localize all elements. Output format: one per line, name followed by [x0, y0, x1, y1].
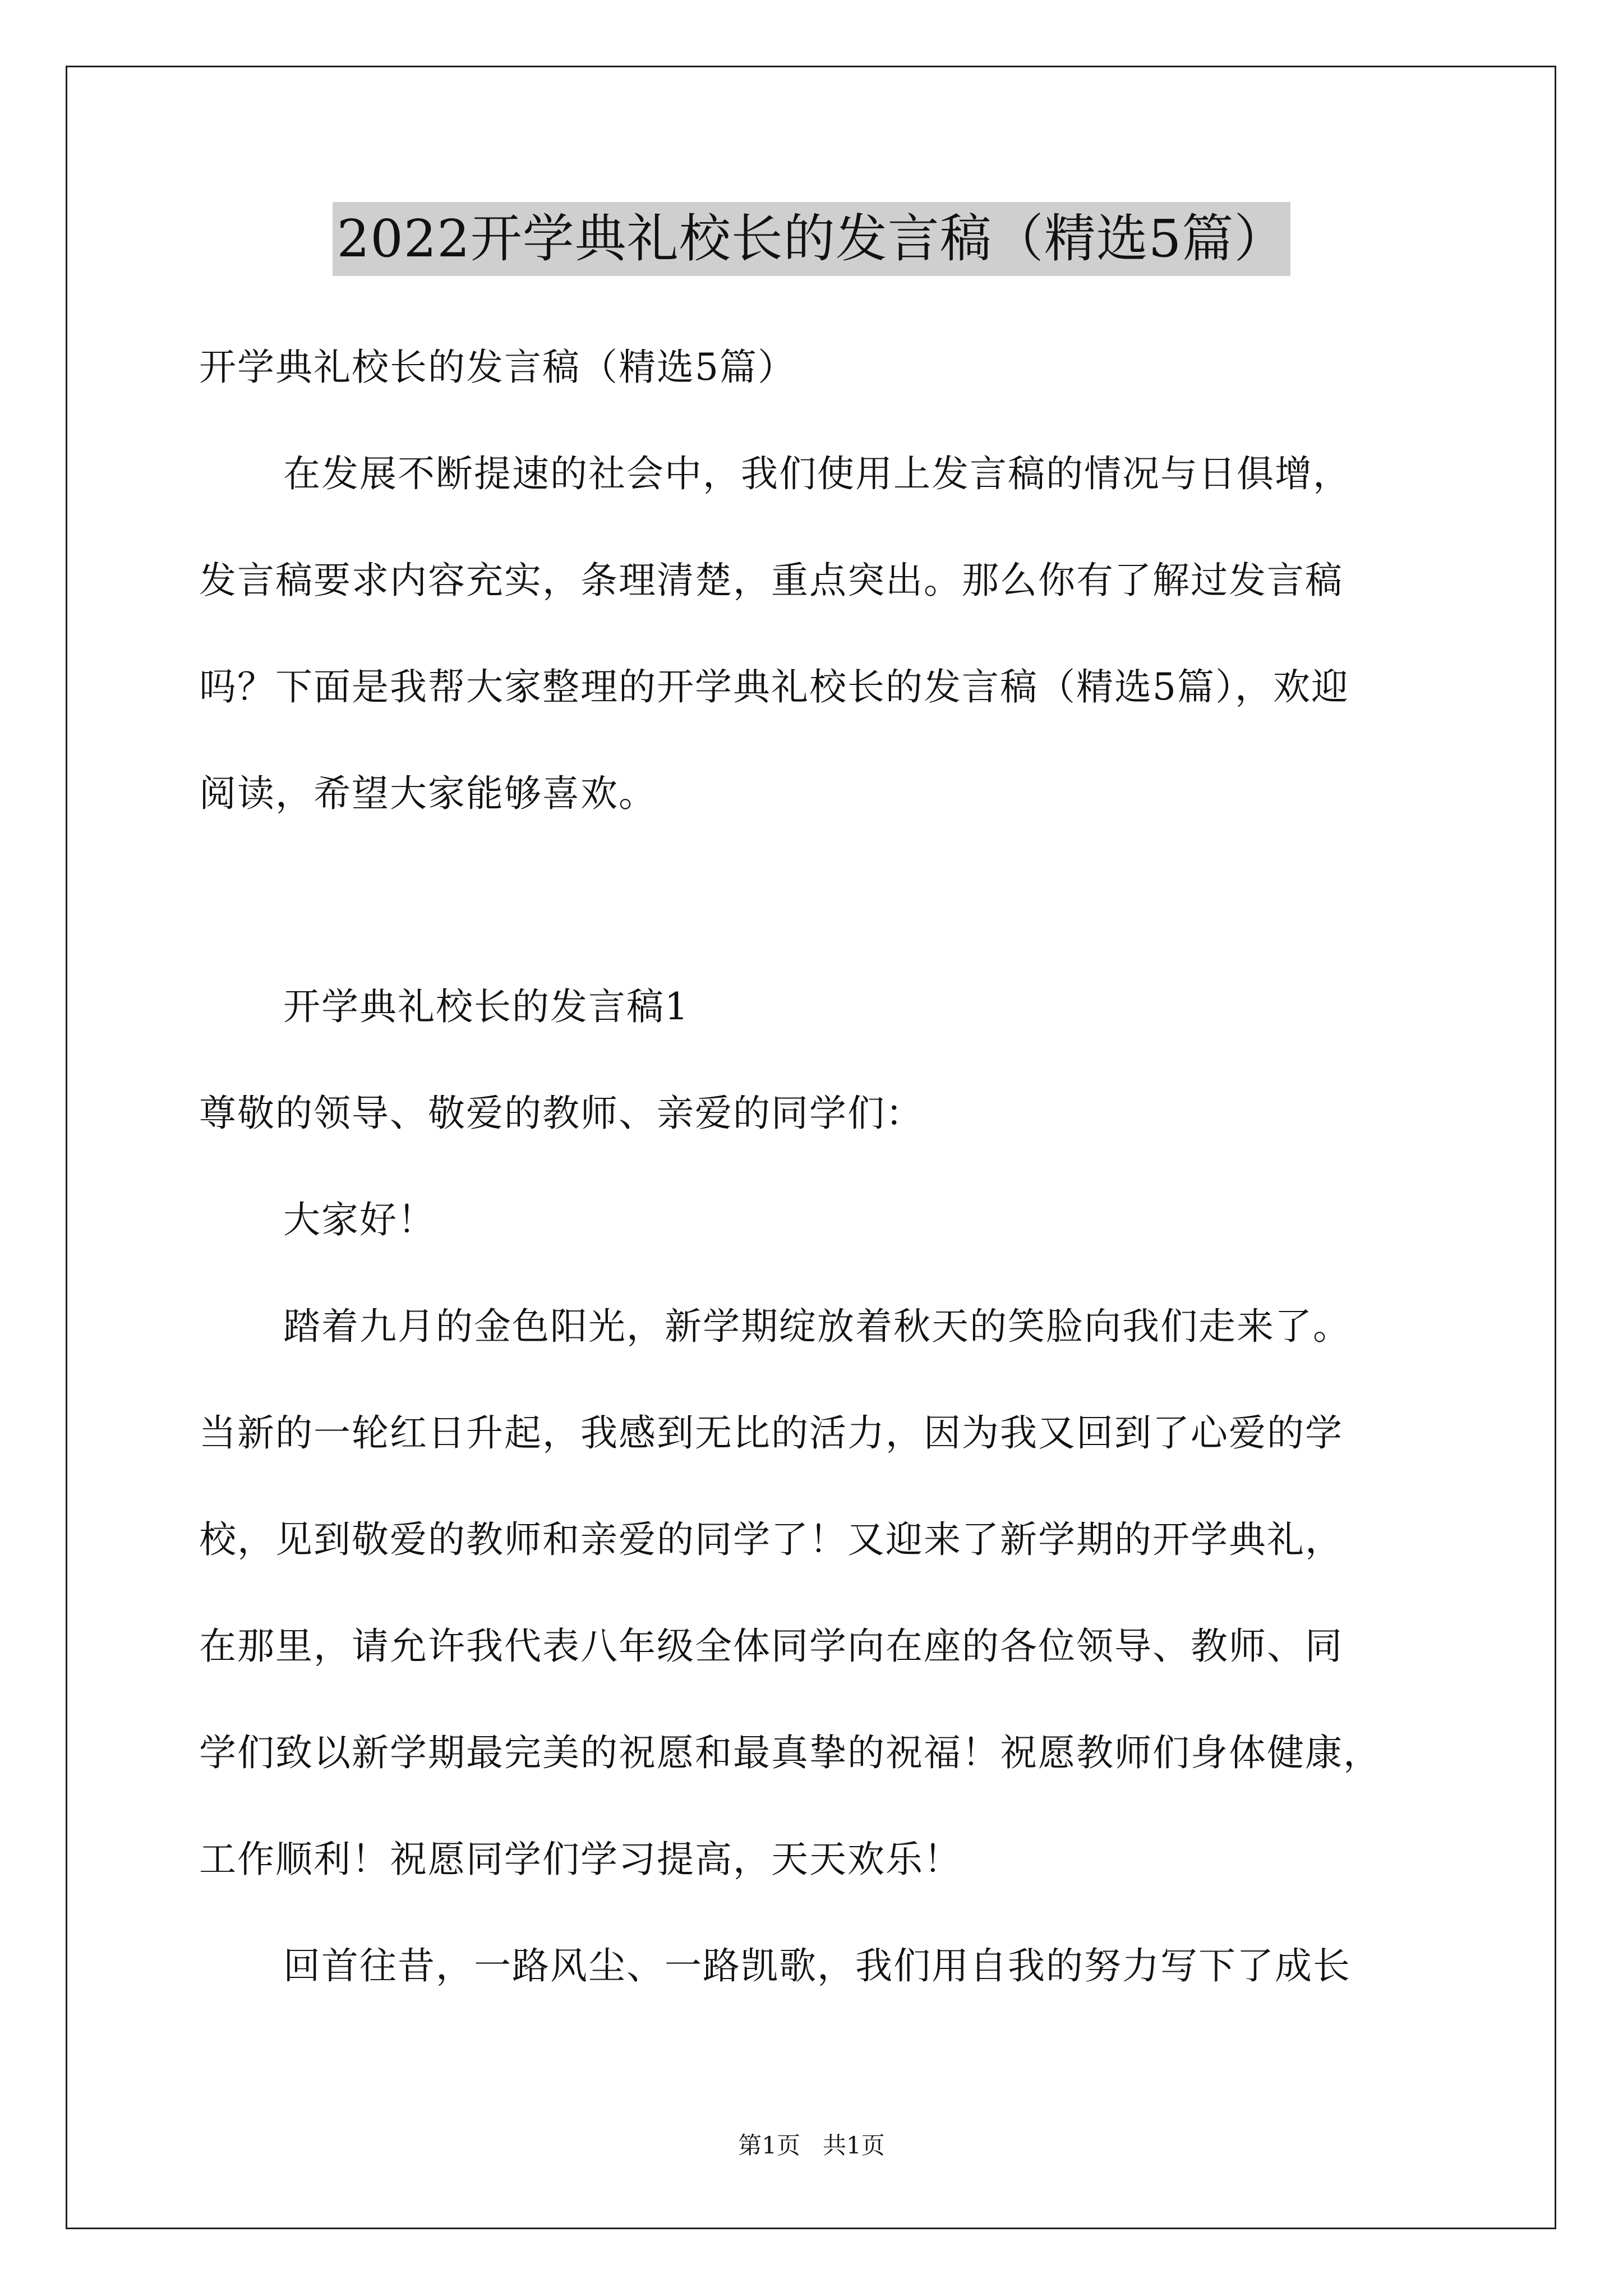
intro-line: 发言稿要求内容充实，条理清楚，重点突出。那么你有了解过发言稿	[199, 559, 1343, 602]
greeting: 大家好！	[283, 1198, 436, 1241]
title-wrap	[0, 202, 1623, 276]
document-title: 2022开学典礼校长的发言稿（精选5篇）	[333, 202, 1291, 276]
intro-line: 吗？下面是我帮大家整理的开学典礼校长的发言稿（精选5篇），欢迎	[199, 665, 1349, 708]
paragraph-line: 踏着九月的金色阳光，新学期绽放着秋天的笑脸向我们走来了。	[283, 1305, 1351, 1348]
salutation: 尊敬的领导、敬爱的教师、亲爱的同学们：	[199, 1092, 924, 1135]
paragraph-line: 在那里，请允许我代表八年级全体同学向在座的各位领导、教师、同	[199, 1625, 1343, 1668]
paragraph-line: 当新的一轮红日升起，我感到无比的活力，因为我又回到了心爱的学	[199, 1411, 1343, 1455]
section-heading: 开学典礼校长的发言稿1	[283, 985, 689, 1028]
intro-line: 阅读，希望大家能够喜欢。	[199, 772, 657, 815]
document-subtitle: 开学典礼校长的发言稿（精选5篇）	[199, 346, 796, 389]
paragraph-line: 校，见到敬爱的教师和亲爱的同学了！又迎来了新学期的开学典礼，	[199, 1518, 1343, 1561]
paragraph-line: 回首往昔，一路风尘、一路凯歌，我们用自我的努力写下了成长	[283, 1944, 1351, 1987]
document-body	[199, 314, 1433, 2019]
paragraph-gap	[199, 847, 1433, 954]
page-footer: 第1页 共1页	[738, 2132, 885, 2159]
paragraph-line: 工作顺利！祝愿同学们学习提高，天天欢乐！	[199, 1838, 962, 1881]
intro-line: 在发展不断提速的社会中，我们使用上发言稿的情况与日俱增，	[283, 452, 1351, 495]
paragraph-line: 学们致以新学期最完美的祝愿和最真挚的祝福！祝愿教师们身体健康，	[199, 1731, 1381, 1774]
